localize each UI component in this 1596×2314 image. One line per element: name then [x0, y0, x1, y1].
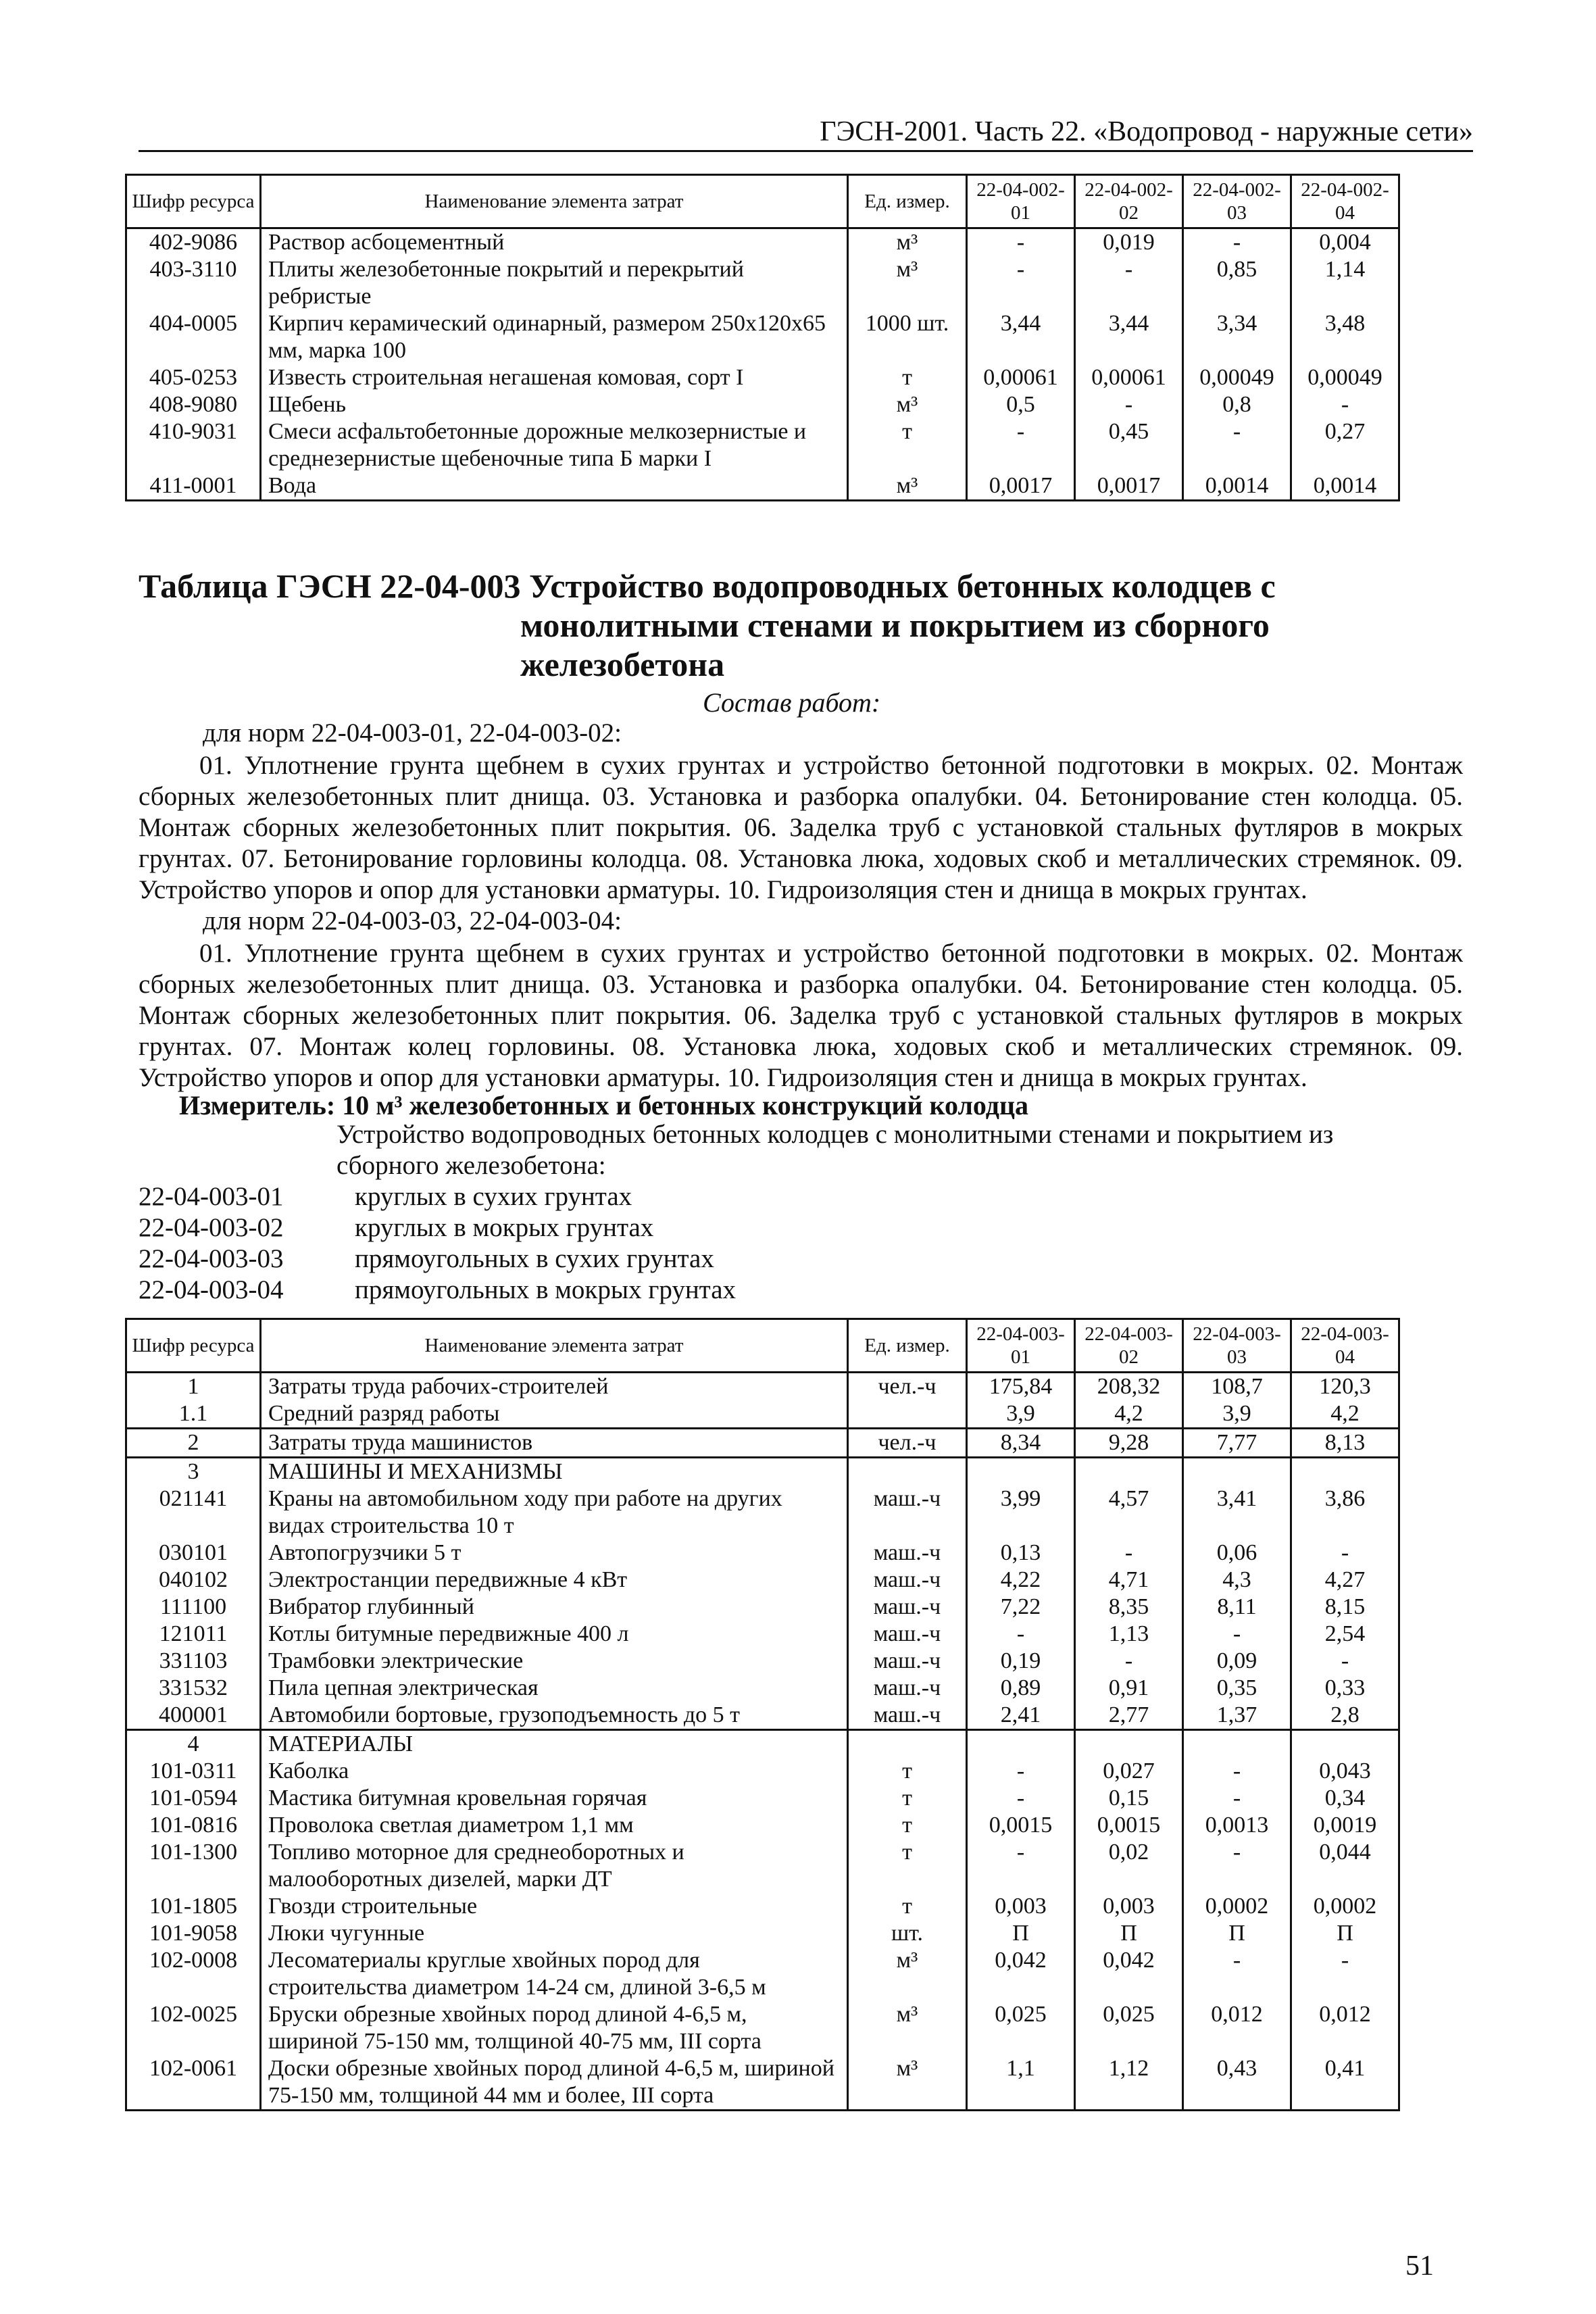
- resource-value: 8,13: [1291, 1429, 1399, 1458]
- resource-name: Проволока светлая диаметром 1,1 мм: [261, 1812, 848, 1839]
- resource-code: 410-9031: [126, 418, 261, 472]
- resource-value: -: [1075, 256, 1183, 310]
- table-row: [126, 1947, 1399, 2001]
- resource-unit: маш.-ч: [848, 1702, 967, 1730]
- resource-unit: м³: [848, 391, 967, 418]
- resource-value: [1291, 1730, 1399, 1758]
- resource-value: -: [1183, 418, 1291, 472]
- resource-code: 405-0253: [126, 364, 261, 391]
- header-col-4: 22-04-002-04: [1291, 175, 1399, 228]
- resource-value: 4,57: [1075, 1485, 1183, 1540]
- resource-value: 0,0002: [1291, 1893, 1399, 1920]
- resource-code: 403-3110: [126, 256, 261, 310]
- resource-unit: [848, 1400, 967, 1429]
- resource-name: Плиты железобетонные покрытий и перекрытий ребристые: [261, 256, 848, 310]
- resource-unit: т: [848, 418, 967, 472]
- page-header: ГЭСН-2001. Часть 22. «Водопровод - наружные сети»: [820, 116, 1473, 147]
- resource-value: 0,85: [1183, 256, 1291, 310]
- resource-unit: т: [848, 1758, 967, 1785]
- table-row: [126, 1702, 1399, 1730]
- variant-item: [139, 1212, 736, 1244]
- resource-value: 0,0015: [967, 1812, 1075, 1839]
- resource-unit: маш.-ч: [848, 1567, 967, 1594]
- resource-value: 0,0014: [1291, 472, 1399, 501]
- resource-value: 3,99: [967, 1485, 1075, 1540]
- resource-value: 0,43: [1183, 2055, 1291, 2111]
- resource-value: 0,042: [967, 1947, 1075, 2001]
- resource-value: -: [967, 418, 1075, 472]
- resource-value: 1,13: [1075, 1621, 1183, 1648]
- table-body: [126, 228, 1399, 501]
- table-row: [126, 1458, 1399, 1486]
- resource-value: 0,0017: [967, 472, 1075, 501]
- resource-value: [967, 1730, 1075, 1758]
- resource-name: Затраты труда рабочих-строителей: [261, 1373, 848, 1401]
- resource-value: 3,86: [1291, 1485, 1399, 1540]
- table-row: [126, 1567, 1399, 1594]
- table-row: [126, 418, 1399, 472]
- resource-value: П: [1183, 1920, 1291, 1947]
- resource-value: 0,02: [1075, 1839, 1183, 1893]
- table-row: [126, 228, 1399, 257]
- resource-value: 3,9: [1183, 1400, 1291, 1429]
- resource-value: 8,35: [1075, 1594, 1183, 1621]
- table-row: [126, 1675, 1399, 1702]
- resource-code: 102-0061: [126, 2055, 261, 2111]
- table-row: [126, 310, 1399, 364]
- resource-value: 120,3: [1291, 1373, 1399, 1401]
- resource-value: 1,14: [1291, 256, 1399, 310]
- resource-value: 3,34: [1183, 310, 1291, 364]
- variant-code: 22-04-003-04: [139, 1275, 284, 1304]
- resource-code: 411-0001: [126, 472, 261, 501]
- resource-unit: маш.-ч: [848, 1648, 967, 1675]
- variant-desc: прямоугольных в мокрых грунтах: [355, 1275, 737, 1304]
- table-row: [126, 1893, 1399, 1920]
- resource-value: 0,003: [1075, 1893, 1183, 1920]
- header-name: Наименование элемента затрат: [261, 1319, 848, 1373]
- resource-value: 0,0017: [1075, 472, 1183, 501]
- resource-code: 2: [126, 1429, 261, 1458]
- table-row: [126, 256, 1399, 310]
- resource-name: Автопогрузчики 5 т: [261, 1540, 848, 1567]
- resource-value: 3,48: [1291, 310, 1399, 364]
- resource-value: 0,91: [1075, 1675, 1183, 1702]
- resource-value: 208,32: [1075, 1373, 1183, 1401]
- resource-value: 0,8: [1183, 391, 1291, 418]
- resource-unit: 1000 шт.: [848, 310, 967, 364]
- resource-value: 2,54: [1291, 1621, 1399, 1648]
- resource-value: 2,77: [1075, 1702, 1183, 1730]
- resource-value: -: [1291, 391, 1399, 418]
- resource-code: 101-1300: [126, 1839, 261, 1893]
- resource-name: Известь строительная негашеная комовая, сорт I: [261, 364, 848, 391]
- resource-value: -: [967, 1621, 1075, 1648]
- resource-value: 0,15: [1075, 1785, 1183, 1812]
- table-row: [126, 1540, 1399, 1567]
- resource-unit: м³: [848, 228, 967, 257]
- resource-name: Щебень: [261, 391, 848, 418]
- resource-code: 101-0594: [126, 1785, 261, 1812]
- resource-value: 1,37: [1183, 1702, 1291, 1730]
- table-header-row: [126, 1319, 1399, 1373]
- resource-value: -: [1075, 1540, 1183, 1567]
- resource-value: 0,042: [1075, 1947, 1183, 2001]
- resource-name: Смеси асфальтобетонные дорожные мелкозернистые и среднезернистые щебеночные типа Б марки I: [261, 418, 848, 472]
- header-unit: Ед. измер.: [848, 1319, 967, 1373]
- table-body: [126, 1373, 1399, 2111]
- resource-code: 102-0025: [126, 2001, 261, 2055]
- resource-name: Лесоматериалы круглые хвойных пород для строительства диаметром 14-24 см, длиной 3-6,5 м: [261, 1947, 848, 2001]
- table-row: [126, 1812, 1399, 1839]
- meter-line: Измеритель: 10 м³ железобетонных и бетонных конструкций колодца: [179, 1090, 1029, 1121]
- resource-value: 7,77: [1183, 1429, 1291, 1458]
- resource-value: -: [1075, 1648, 1183, 1675]
- resource-code: 101-9058: [126, 1920, 261, 1947]
- works-list-1: [139, 750, 1463, 906]
- table-row: [126, 1839, 1399, 1893]
- resource-value: 4,22: [967, 1567, 1075, 1594]
- resource-name: Краны на автомобильном ходу при работе на других видах строительства 10 т: [261, 1485, 848, 1540]
- resource-value: 0,13: [967, 1540, 1075, 1567]
- resource-name: Топливо моторное для среднеоборотных и малооборотных дизелей, марки ДТ: [261, 1839, 848, 1893]
- resource-code: 040102: [126, 1567, 261, 1594]
- variant-item: [139, 1181, 736, 1212]
- resource-value: -: [1183, 1621, 1291, 1648]
- resource-unit: шт.: [848, 1920, 967, 1947]
- resource-value: 0,004: [1291, 228, 1399, 257]
- resource-code: 331103: [126, 1648, 261, 1675]
- resource-value: 0,019: [1075, 228, 1183, 257]
- resource-value: 4,27: [1291, 1567, 1399, 1594]
- resource-value: [967, 1458, 1075, 1486]
- table-row: [126, 1485, 1399, 1540]
- resource-unit: [848, 1730, 967, 1758]
- resource-name: Раствор асбоцементный: [261, 228, 848, 257]
- header-rule: [139, 150, 1473, 152]
- resource-value: -: [967, 1758, 1075, 1785]
- table-row: [126, 1373, 1399, 1401]
- table-row: [126, 364, 1399, 391]
- resource-unit: м³: [848, 256, 967, 310]
- resource-value: 0,34: [1291, 1785, 1399, 1812]
- resource-name: Гвозди строительные: [261, 1893, 848, 1920]
- header-col-1: 22-04-003-01: [967, 1319, 1075, 1373]
- table-row: [126, 2001, 1399, 2055]
- resource-value: 0,0019: [1291, 1812, 1399, 1839]
- resource-value: 7,22: [967, 1594, 1075, 1621]
- resource-value: [1183, 1730, 1291, 1758]
- resource-value: 0,09: [1183, 1648, 1291, 1675]
- resource-value: 8,15: [1291, 1594, 1399, 1621]
- resource-value: 0,012: [1291, 2001, 1399, 2055]
- variant-code: 22-04-003-02: [139, 1213, 284, 1242]
- resource-unit: маш.-ч: [848, 1485, 967, 1540]
- header-col-3: 22-04-002-03: [1183, 175, 1291, 228]
- resource-value: -: [1291, 1648, 1399, 1675]
- resource-value: 8,11: [1183, 1594, 1291, 1621]
- resource-value: 1,12: [1075, 2055, 1183, 2111]
- resource-unit: маш.-ч: [848, 1540, 967, 1567]
- resource-value: 0,06: [1183, 1540, 1291, 1567]
- resource-name: Кирпич керамический одинарный, размером 250х120х65 мм, марка 100: [261, 310, 848, 364]
- works-list-2: [139, 938, 1463, 1093]
- resource-unit: м³: [848, 2055, 967, 2111]
- resource-value: 4,2: [1291, 1400, 1399, 1429]
- header-col-4: 22-04-003-04: [1291, 1319, 1399, 1373]
- resource-value: [1075, 1730, 1183, 1758]
- resource-value: 0,33: [1291, 1675, 1399, 1702]
- resource-code: 102-0008: [126, 1947, 261, 2001]
- resource-value: 0,41: [1291, 2055, 1399, 2111]
- resource-code: 3: [126, 1458, 261, 1486]
- header-code: Шифр ресурса: [126, 1319, 261, 1373]
- resource-value: 0,025: [1075, 2001, 1183, 2055]
- works-text-2: 01. Уплотнение грунта щебнем в сухих грунтах и устройство бетонной подготовки в мокрых. 02. Монтаж сборных железобетонных плит днища. 03. Установка и разборка опалубки. 04. Бетонирование стен колодца. 05. Монтаж сборных железобетонных плит покрытия. 06. Заделка труб с установкой стальных футляров в мокрых грунтах. 07. Монтаж колец горловины. 08. Установка люка, ходовых скоб и металлических стремянок. 09. Устройство упоров и опор для установки арматуры. 10. Гидроизоляция стен и днища в мокрых грунтах.: [139, 939, 1463, 1092]
- resource-name: Бруски обрезные хвойных пород длиной 4-6,5 м, шириной 75-150 мм, толщиной 40-75 мм, III сорта: [261, 2001, 848, 2055]
- header-code: Шифр ресурса: [126, 175, 261, 228]
- resource-unit: т: [848, 1893, 967, 1920]
- resource-value: 0,89: [967, 1675, 1075, 1702]
- header-name: Наименование элемента затрат: [261, 175, 848, 228]
- resource-value: 4,71: [1075, 1567, 1183, 1594]
- resource-value: -: [1183, 228, 1291, 257]
- resource-code: 111100: [126, 1594, 261, 1621]
- resource-name: Трамбовки электрические: [261, 1648, 848, 1675]
- resource-value: 0,45: [1075, 418, 1183, 472]
- resource-code: 400001: [126, 1702, 261, 1730]
- resource-value: 0,043: [1291, 1758, 1399, 1785]
- table-row: [126, 1785, 1399, 1812]
- resource-unit: [848, 1458, 967, 1486]
- resource-value: -: [1291, 1540, 1399, 1567]
- resource-unit: м³: [848, 472, 967, 501]
- resource-value: -: [1075, 391, 1183, 418]
- resource-value: 3,44: [1075, 310, 1183, 364]
- resource-unit: маш.-ч: [848, 1594, 967, 1621]
- resource-value: [1075, 1458, 1183, 1486]
- resource-value: -: [967, 1785, 1075, 1812]
- resource-name: МАТЕРИАЛЫ: [261, 1730, 848, 1758]
- table-row: [126, 472, 1399, 501]
- resource-value: 0,0002: [1183, 1893, 1291, 1920]
- variants-list: [139, 1181, 736, 1306]
- resource-value: 0,5: [967, 391, 1075, 418]
- resource-name: Средний разряд работы: [261, 1400, 848, 1429]
- table-title-line-2: монолитными стенами и покрытием из сборного: [520, 606, 1270, 644]
- resource-unit: маш.-ч: [848, 1621, 967, 1648]
- resource-value: -: [967, 256, 1075, 310]
- resource-unit: маш.-ч: [848, 1675, 967, 1702]
- table-row: [126, 1648, 1399, 1675]
- resource-code: 101-0311: [126, 1758, 261, 1785]
- variant-code: 22-04-003-01: [139, 1182, 284, 1211]
- resource-code: 121011: [126, 1621, 261, 1648]
- resource-unit: м³: [848, 2001, 967, 2055]
- resource-value: -: [1291, 1947, 1399, 2001]
- header-col-3: 22-04-003-03: [1183, 1319, 1291, 1373]
- page-number: 51: [1405, 2250, 1434, 2282]
- resource-name: Котлы битумные передвижные 400 л: [261, 1621, 848, 1648]
- resource-value: [1291, 1458, 1399, 1486]
- resource-value: 0,025: [967, 2001, 1075, 2055]
- resource-code: 101-1805: [126, 1893, 261, 1920]
- variant-desc: прямоугольных в сухих грунтах: [355, 1244, 714, 1273]
- resource-value: -: [967, 228, 1075, 257]
- resource-name: Вибратор глубинный: [261, 1594, 848, 1621]
- variant-item: [139, 1244, 736, 1275]
- resource-code: 030101: [126, 1540, 261, 1567]
- resource-name: Каболка: [261, 1758, 848, 1785]
- resource-name: Мастика битумная кровельная горячая: [261, 1785, 848, 1812]
- resource-value: 1,1: [967, 2055, 1075, 2111]
- resource-value: 3,41: [1183, 1485, 1291, 1540]
- resource-code: 408-9080: [126, 391, 261, 418]
- resource-value: 0,0014: [1183, 472, 1291, 501]
- table-row: [126, 1920, 1399, 1947]
- resource-value: 0,003: [967, 1893, 1075, 1920]
- composition-title: Состав работ:: [703, 687, 881, 718]
- resource-name: Люки чугунные: [261, 1920, 848, 1947]
- variants-intro: Устройство водопроводных бетонных колодцев с монолитными стенами и покрытием из сборного железобетона:: [336, 1120, 1334, 1180]
- resource-value: П: [1291, 1920, 1399, 1947]
- table-row: [126, 1758, 1399, 1785]
- resource-name: Вода: [261, 472, 848, 501]
- resource-name: Электростанции передвижные 4 кВт: [261, 1567, 848, 1594]
- resource-name: Доски обрезные хвойных пород длиной 4-6,5 м, шириной 75-150 мм, толщиной 44 мм и более, III сорта: [261, 2055, 848, 2111]
- resource-code: 1.1: [126, 1400, 261, 1429]
- table-title-line-1: Таблица ГЭСН 22-04-003 Устройство водопроводных бетонных колодцев с: [139, 567, 1276, 605]
- resource-value: 175,84: [967, 1373, 1075, 1401]
- resource-value: 8,34: [967, 1429, 1075, 1458]
- header-col-2: 22-04-002-02: [1075, 175, 1183, 228]
- resource-code: 331532: [126, 1675, 261, 1702]
- header-col-1: 22-04-002-01: [967, 175, 1075, 228]
- resource-value: 2,41: [967, 1702, 1075, 1730]
- resource-name: Пила цепная электрическая: [261, 1675, 848, 1702]
- resource-unit: чел.-ч: [848, 1373, 967, 1401]
- table-title-line-3: железобетона: [520, 645, 725, 683]
- resource-table-002: [125, 174, 1400, 501]
- resource-value: П: [967, 1920, 1075, 1947]
- resource-value: 0,012: [1183, 2001, 1291, 2055]
- variant-item: [139, 1275, 736, 1306]
- norms-label-2: для норм 22-04-003-03, 22-04-003-04:: [203, 906, 622, 935]
- resource-name: МАШИНЫ И МЕХАНИЗМЫ: [261, 1458, 848, 1486]
- resource-value: -: [1183, 1947, 1291, 2001]
- resource-value: 0,35: [1183, 1675, 1291, 1702]
- resource-value: 3,9: [967, 1400, 1075, 1429]
- resource-value: 0,00049: [1183, 364, 1291, 391]
- variant-desc: круглых в сухих грунтах: [355, 1182, 632, 1211]
- table-row: [126, 1429, 1399, 1458]
- table-row: [126, 1730, 1399, 1758]
- resource-name: Автомобили бортовые, грузоподъемность до 5 т: [261, 1702, 848, 1730]
- resource-value: 0,00061: [1075, 364, 1183, 391]
- resource-table-003: [125, 1318, 1400, 2111]
- variant-desc: круглых в мокрых грунтах: [355, 1213, 654, 1242]
- resource-code: 402-9086: [126, 228, 261, 257]
- resource-unit: т: [848, 1839, 967, 1893]
- norms-label-1: для норм 22-04-003-01, 22-04-003-02:: [203, 718, 622, 747]
- resource-code: 101-0816: [126, 1812, 261, 1839]
- resource-value: П: [1075, 1920, 1183, 1947]
- table-row: [126, 1594, 1399, 1621]
- resource-value: 0,0013: [1183, 1812, 1291, 1839]
- resource-value: -: [1183, 1839, 1291, 1893]
- resource-value: 0,0015: [1075, 1812, 1183, 1839]
- resource-unit: чел.-ч: [848, 1429, 967, 1458]
- table-row: [126, 1621, 1399, 1648]
- resource-value: 0,19: [967, 1648, 1075, 1675]
- resource-name: Затраты труда машинистов: [261, 1429, 848, 1458]
- resource-value: 9,28: [1075, 1429, 1183, 1458]
- resource-value: 0,27: [1291, 418, 1399, 472]
- table-row: [126, 391, 1399, 418]
- resource-value: [1183, 1458, 1291, 1486]
- resource-value: 0,027: [1075, 1758, 1183, 1785]
- resource-code: 404-0005: [126, 310, 261, 364]
- resource-value: 0,00049: [1291, 364, 1399, 391]
- header-unit: Ед. измер.: [848, 175, 967, 228]
- resource-value: 3,44: [967, 310, 1075, 364]
- resource-value: 2,8: [1291, 1702, 1399, 1730]
- resource-unit: т: [848, 364, 967, 391]
- resource-unit: м³: [848, 1947, 967, 2001]
- resource-value: 4,2: [1075, 1400, 1183, 1429]
- resource-value: -: [1183, 1785, 1291, 1812]
- table-header-row: [126, 175, 1399, 228]
- variant-code: 22-04-003-03: [139, 1244, 284, 1273]
- table-row: [126, 1400, 1399, 1429]
- header-col-2: 22-04-003-02: [1075, 1319, 1183, 1373]
- resource-value: 0,044: [1291, 1839, 1399, 1893]
- resource-unit: т: [848, 1812, 967, 1839]
- resource-value: -: [1183, 1758, 1291, 1785]
- resource-unit: т: [848, 1785, 967, 1812]
- resource-value: 0,00061: [967, 364, 1075, 391]
- resource-value: -: [967, 1839, 1075, 1893]
- resource-code: 1: [126, 1373, 261, 1401]
- resource-code: 4: [126, 1730, 261, 1758]
- works-text-1: 01. Уплотнение грунта щебнем в сухих грунтах и устройство бетонной подготовки в мокрых. 02. Монтаж сборных железобетонных плит днища. 03. Установка и разборка опалубки. 04. Бетонирование стен колодца. 05. Монтаж сборных железобетонных плит покрытия. 06. Заделка труб с установкой стальных футляров в мокрых грунтах. 07. Бетонирование горловины колодца. 08. Установка люка, ходовых скоб и металлических стремянок. 09. Устройство упоров и опор для установки арматуры. 10. Гидроизоляция стен и днища в мокрых грунтах.: [139, 751, 1463, 904]
- table-title: [139, 566, 1463, 684]
- resource-value: 108,7: [1183, 1373, 1291, 1401]
- resource-code: 021141: [126, 1485, 261, 1540]
- resource-value: 4,3: [1183, 1567, 1291, 1594]
- table-row: [126, 2055, 1399, 2111]
